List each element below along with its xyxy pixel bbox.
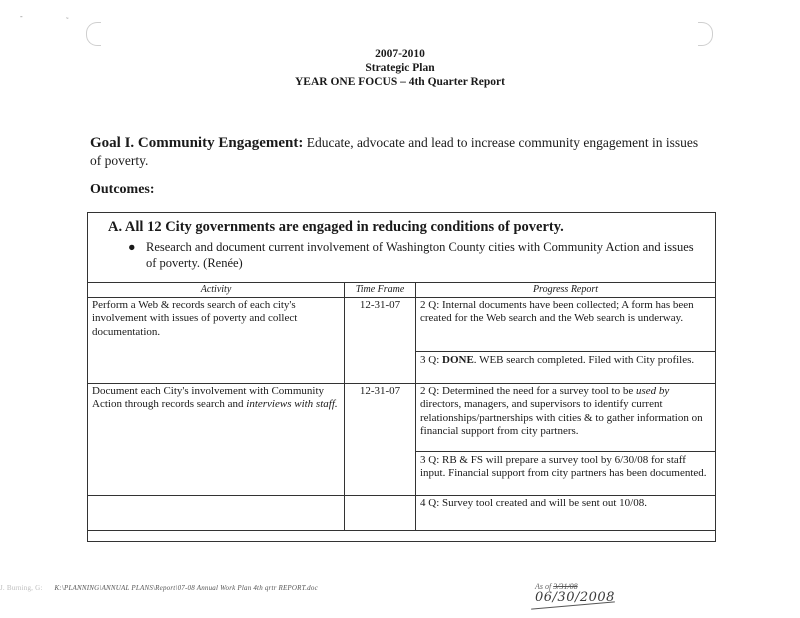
col-header-progress: Progress Report <box>416 283 716 298</box>
report-header <box>0 47 800 89</box>
scan-mark: - <box>20 12 23 21</box>
progress-cell <box>416 383 716 495</box>
outcome-a-bullet <box>128 239 703 271</box>
progress-text: directors, managers, and supervisors to identify current relationships/partnerships with cities & to gather information on financial support from city partners. <box>420 398 703 437</box>
done-label: DONE <box>442 353 474 366</box>
progress-cell: 4 Q: Survey tool created and will be sent out 10/08. <box>416 495 716 530</box>
footer-faint-text: J. Burning, G: <box>0 584 43 592</box>
punch-hole-right <box>698 22 713 46</box>
outcome-box <box>87 212 716 542</box>
progress-entry <box>420 385 711 451</box>
timeframe-cell: 12-31-07 <box>345 383 416 495</box>
goal-title: Goal I. Community Engagement: <box>90 135 304 151</box>
progress-cell <box>416 297 716 383</box>
col-header-timeframe: Time Frame <box>345 283 416 298</box>
progress-text-italic: used by <box>635 384 670 397</box>
as-of-label: As of <box>535 582 552 591</box>
activity-text-italic: interviews with staff. <box>246 398 338 410</box>
header-focus: YEAR ONE FOCUS – 4th Quarter Report <box>295 76 505 88</box>
table-row <box>88 495 716 530</box>
footer-path-text: K:\PLANNING\ANNUAL PLANS\Report\07-08 Annual Work Plan 4th qrtr REPORT.doc <box>54 584 318 592</box>
goal-text: Educate, advocate and lead to increase community engagement in issues of poverty. <box>90 135 699 168</box>
activity-text: Document each City's involvement with Community Action through records search and <box>92 384 325 410</box>
timeframe-cell <box>345 495 416 530</box>
progress-text: 2 Q: Determined the need for a survey tool to be <box>420 384 634 397</box>
progress-entry: 3 Q: RB & FS will prepare a survey tool by 6/30/08 for staff input. Financial support from city partners has been documented. <box>416 451 715 495</box>
activity-cell: Perform a Web & records search of each city's involvement with issues of poverty and collect documentation. <box>88 297 345 383</box>
header-plan: Strategic Plan <box>365 62 435 74</box>
punch-hole-left <box>86 22 101 46</box>
activity-cell <box>88 383 345 495</box>
outcome-a-title: A. All 12 City governments are engaged in reducing conditions of poverty. <box>108 219 564 235</box>
as-of-struck-date: 3/31/08 <box>553 582 578 591</box>
progress-quarter: 3 Q: <box>420 353 440 366</box>
goal-statement <box>90 134 710 170</box>
table-row <box>88 297 716 383</box>
footer-file-path <box>0 584 600 592</box>
table-row <box>88 383 716 495</box>
progress-entry: 2 Q: Internal documents have been collected; A form has been created for the Web search and the Web search is underway. <box>420 298 694 324</box>
bullet-icon: ● <box>128 240 136 254</box>
scan-mark: ˜ <box>66 16 69 25</box>
col-header-activity: Activity <box>88 283 345 298</box>
progress-entry <box>416 351 715 383</box>
progress-table <box>87 282 716 531</box>
header-years: 2007-2010 <box>375 48 425 60</box>
timeframe-cell: 12-31-07 <box>345 297 416 383</box>
bullet-text: Research and document current involvement of Washington County cities with Community Action and issues of poverty. (Renée) <box>146 240 694 270</box>
handwritten-date: 06/30/2008 <box>535 590 615 605</box>
progress-text: . WEB search completed. Filed with City profiles. <box>473 353 695 366</box>
table-header-row <box>88 283 716 298</box>
activity-cell <box>88 495 345 530</box>
outcomes-label: Outcomes: <box>90 182 155 197</box>
